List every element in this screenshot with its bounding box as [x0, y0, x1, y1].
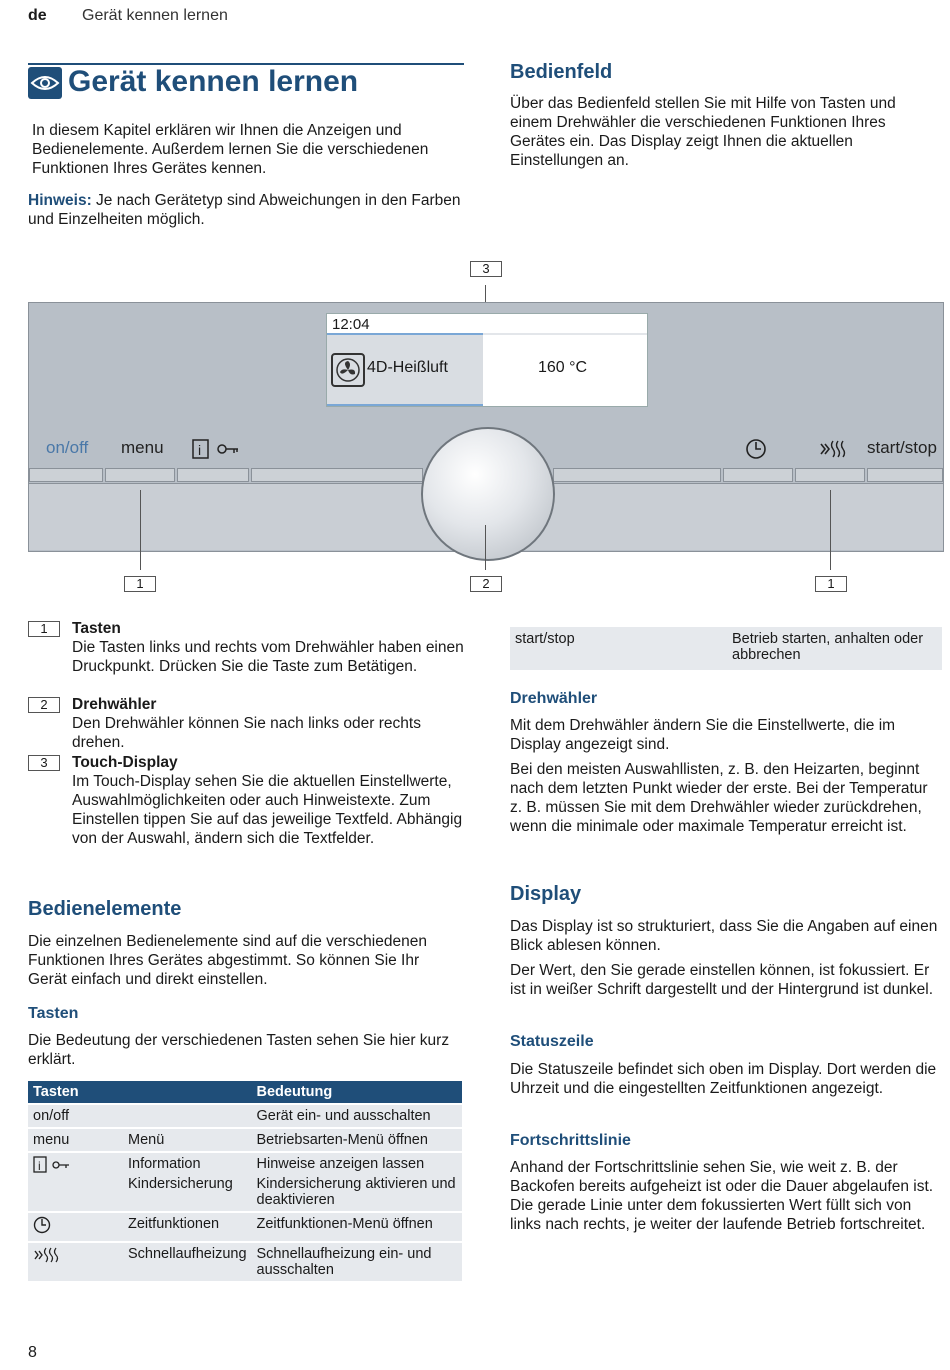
table-cell: Gerät ein- und ausschalten — [252, 1104, 462, 1128]
tasten-heading: Tasten — [28, 1005, 79, 1022]
table-cell: Schnellaufheizung ein- und ausschalten — [252, 1242, 462, 1281]
legend-item: 3 Touch-Display Im Touch-Display sehen Sie die aktuellen Einstellwerte, Auswahlmöglichkeiten oder auch Hinweistexte. Zum Einstellen tippen Sie auf das jeweilige Textfeld. Abhängig von der Auswahl, ändern sich die Textfelder. — [28, 753, 468, 867]
key-on-off[interactable] — [29, 468, 103, 482]
statuszeile-text: Die Statuszeile befindet sich oben im Display. Dort werden die Uhrzeit und die eingestellten Zeitfunktionen angezeigt. — [510, 1061, 937, 1097]
language-code: de — [28, 7, 47, 24]
key-clock[interactable] — [723, 468, 793, 482]
callout-1-left: 1 — [124, 575, 156, 593]
table-cell — [28, 1242, 123, 1281]
touch-display[interactable] — [326, 313, 648, 407]
fortschritt-text: Anhand der Fortschrittslinie sehen Sie, wie weit z. B. der Backofen bereits aufgeheizt ist oder die Dauer abgelaufen ist. Die gerade Linie unter dem fokussierten Wert füllt sich von links nach rechts, je weiter der laufende Betrieb fortschreitet. — [510, 1159, 934, 1233]
rapid-heat-icon — [33, 1246, 61, 1264]
start-stop-key-label[interactable]: start/stop — [867, 438, 937, 457]
table-cell: Betriebsarten-Menü öffnen — [252, 1128, 462, 1152]
tasten-text: Die Bedeutung der verschiedenen Tasten sehen Sie hier kurz erklärt. — [28, 1032, 450, 1068]
callout-1-right: 1 — [815, 575, 847, 593]
legend-text: Die Tasten links und rechts vom Drehwähler haben einen Druckpunkt. Drücken Sie die Taste zum Betätigen. — [72, 639, 464, 675]
key-start-stop[interactable] — [867, 468, 943, 482]
table-cell — [28, 1212, 123, 1242]
table-row — [28, 1212, 462, 1242]
callout-line — [830, 490, 831, 570]
temperature-value[interactable]: 160 °C — [538, 359, 588, 376]
page-number: 8 — [28, 1344, 37, 1361]
table-cell: menu — [28, 1128, 123, 1152]
table-cell: Menü — [123, 1128, 252, 1152]
legend-list — [28, 619, 468, 867]
focus-line — [327, 404, 483, 406]
display-text-1: Das Display ist so strukturiert, dass Sie die Angaben auf einen Blick ablesen können. — [510, 918, 938, 954]
callout-2: 2 — [470, 575, 502, 593]
bedienfeld-heading: Bedienfeld — [510, 61, 613, 83]
svg-text:i: i — [198, 442, 202, 458]
table-row — [28, 1104, 462, 1128]
key-strip-right — [553, 468, 721, 482]
key-rapid-heat[interactable] — [795, 468, 865, 482]
legend-title: Drehwähler — [72, 696, 157, 713]
fortschritt-heading: Fortschrittslinie — [510, 1132, 631, 1149]
table-row — [28, 1128, 462, 1152]
callout-line — [140, 490, 141, 570]
table-cell: Zeitfunktionen — [123, 1212, 252, 1242]
table-row — [28, 1242, 462, 1281]
legend-item: 1 Tasten Die Tasten links und rechts vom Drehwähler haben einen Druckpunkt. Drücken Sie die Taste zum Betätigen. — [28, 619, 468, 695]
rapid-heat-key[interactable] — [819, 438, 847, 465]
drehwaehler-heading: Drehwähler — [510, 690, 598, 707]
legend-title: Tasten — [72, 620, 121, 637]
keys-table — [28, 1081, 462, 1281]
legend-item: 2 Drehwähler Den Drehwähler können Sie nach links oder rechts drehen. — [28, 695, 468, 753]
note-text: Je nach Gerätetyp sind Abweichungen in den Farben und Einzelheiten möglich. — [28, 192, 461, 228]
status-time: 12:04 — [332, 316, 370, 333]
rotary-selector[interactable] — [421, 427, 555, 561]
table-row — [28, 1152, 462, 1212]
bedienelemente-text: Die einzelnen Bedienelemente sind auf die verschiedenen Funktionen Ihres Gerätes abgestimmt. So können Sie Ihr Gerät einfach und direkt einstellen. — [28, 933, 427, 988]
table-header-cell: Bedeutung — [252, 1081, 462, 1104]
table-header — [28, 1081, 462, 1104]
clock-key[interactable] — [745, 438, 767, 465]
bedienelemente-heading: Bedienelemente — [28, 898, 182, 920]
display-text-2: Der Wert, den Sie gerade einstellen können, ist fokussiert. Er ist in weißer Schrift dargestellt und der Hintergrund ist dunkel. — [510, 962, 934, 998]
table-cell — [123, 1104, 252, 1128]
bedienfeld-text: Über das Bedienfeld stellen Sie mit Hilfe von Tasten und einem Drehwähler die verschiedenen Funktionen Ihres Gerätes ein. Das Display zeigt Ihnen die aktuellen Einstellungen an. — [510, 95, 896, 169]
mode-field[interactable] — [327, 335, 483, 406]
table-cell: Betrieb starten, anhalten oder abbrechen — [732, 631, 924, 663]
eye-icon — [28, 67, 62, 99]
running-header: Gerät kennen lernen — [82, 7, 228, 24]
table-cell: Schnellaufheizung — [123, 1242, 252, 1281]
info-key[interactable] — [192, 438, 242, 465]
display-heading: Display — [510, 883, 582, 905]
table-cell: on/off — [28, 1104, 123, 1128]
note-paragraph — [28, 191, 464, 229]
drehwaehler-text-1: Mit dem Drehwähler ändern Sie die Einstellwerte, die im Display angezeigt sind. — [510, 717, 896, 753]
table-cell: Zeitfunktionen-Menü öffnen — [252, 1212, 462, 1242]
on-off-key-label[interactable]: on/off — [46, 438, 89, 457]
table-header-cell — [123, 1081, 252, 1104]
svg-text:i: i — [38, 1159, 41, 1173]
callout-line — [485, 525, 486, 570]
start-stop-row — [510, 627, 942, 670]
table-cell — [28, 1152, 123, 1212]
legend-title: Touch-Display — [72, 754, 178, 771]
table-cell: Hinweise anzeigen lassen Kindersicherung aktivieren und deaktivieren — [252, 1152, 462, 1212]
key-menu[interactable] — [105, 468, 175, 482]
drehwaehler-text-2: Bei den meisten Auswahllisten, z. B. den Heizarten, beginnt nach dem letzten Punkt wieder der erste. Bei der Temperatur z. B. müssen Sie mit dem Drehwähler wieder zurückdrehen, wenn die minimale oder maximale Temperatur erreicht ist. — [510, 761, 928, 835]
legend-text: Im Touch-Display sehen Sie die aktuellen Einstellwerte, Auswahlmöglichkeiten oder auch Hinweistexte. Zum Einstellen tippen Sie auf das jeweilige Textfeld. Abhängig von der Auswahl, ändern sich die Textfelder. — [72, 773, 463, 847]
fan-icon — [331, 353, 365, 387]
key-info[interactable] — [177, 468, 249, 482]
control-panel — [28, 302, 944, 552]
info-key-icon — [33, 1156, 73, 1174]
clock-icon — [33, 1216, 53, 1234]
table-cell: start/stop — [515, 631, 575, 647]
statuszeile-heading: Statuszeile — [510, 1033, 594, 1050]
chapter-heading — [28, 63, 464, 98]
mode-label: 4D-Heißluft — [367, 359, 448, 376]
note-label: Hinweis: — [28, 192, 92, 209]
intro-text: In diesem Kapitel erklären wir Ihnen die Anzeigen und Bedienelemente. Außerdem lernen Sie die verschiedenen Funktionen Ihres Gerätes kennen. — [32, 122, 429, 177]
menu-key-label[interactable]: menu — [121, 438, 164, 457]
callout-3: 3 — [470, 260, 502, 278]
table-cell: Information Kindersicherung — [123, 1152, 252, 1212]
table-header-cell: Tasten — [28, 1081, 123, 1104]
key-strip-left — [251, 468, 423, 482]
legend-text: Den Drehwähler können Sie nach links oder rechts drehen. — [72, 715, 421, 751]
chapter-title: Gerät kennen lernen — [68, 65, 359, 98]
